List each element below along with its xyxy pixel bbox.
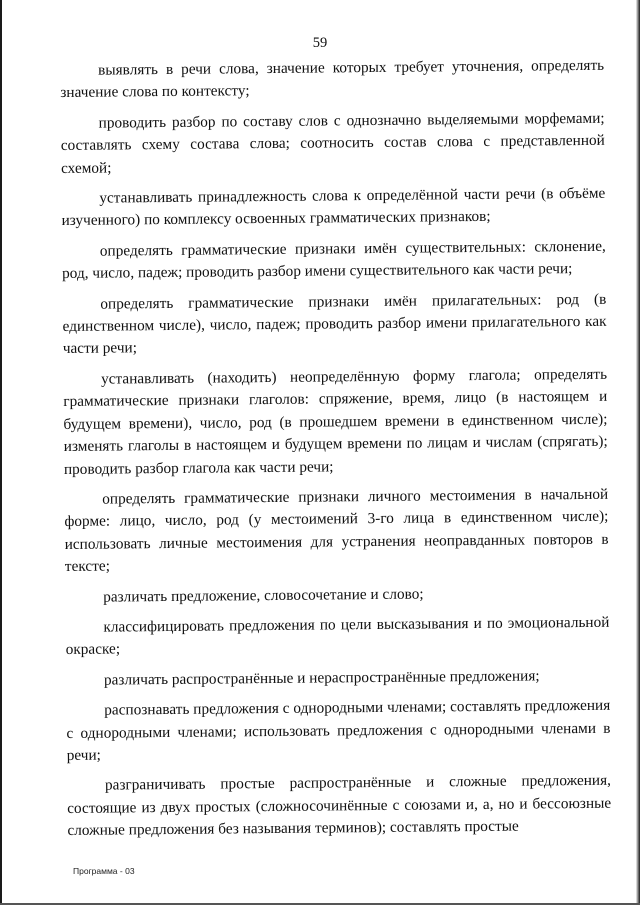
scan-edge-right [636, 0, 640, 905]
paragraph-4: определять грамматические признаки имён существительных: склонение, род, число, падеж; проводить разбор имени существительного как части речи; [61, 237, 606, 283]
footer-label: Программа - 03 [73, 866, 135, 876]
paragraph-6: устанавливать (находить) неопределённую форму глагола; определять грамматические признаки глаголов: спряжение, время, лицо (в настоящем и будущем времени), число, род (в прошедшем времени в единственном числе); изменять глаголы в настоящем и будущем времени по лицам и числам (спрягать); проводить разбор глагола как части речи; [63, 365, 608, 478]
paragraph-9: классифицировать предложения по цели высказывания и по эмоциональной окраске; [65, 613, 610, 659]
paragraph-2: проводить разбор по составу слов с однозначно выделяемыми морфемами; составлять схему состава слова; соотносить состав слова с представленной схемой; [60, 109, 605, 177]
paragraph-11: распознавать предложения с однородными членами; составлять предложения с однородными членами; использовать предложения с однородными членами в речи; [66, 696, 611, 764]
page-number: 59 [312, 35, 328, 51]
paragraph-8: различать предложение, словосочетание и слово; [103, 585, 424, 606]
paragraph-7: определять грамматические признаки личного местоимения в начальной форме: лицо, число, род (у местоимений 3-го лица в единственном числе); использовать личные местоимения для устранения неоправданных повторов в тексте; [64, 485, 609, 576]
document-body [60, 55, 612, 851]
paragraph-12: разграничивать простые распространённые и сложные предложения, состоящие из двух простых (сложносочинённые с союзами и, а, но и бессоюзные сложные предложения без называния терминов); составлять простые [67, 772, 612, 840]
paragraph-10: различать распространённые и нераспространённые предложения; [103, 667, 540, 689]
paragraph-5: определять грамматические признаки имён прилагательных: род (в единственном числе), число, падеж; проводить разбор имени прилагательного как части речи; [62, 290, 607, 358]
scan-edge-left [0, 0, 2, 905]
paragraph-1: выявлять в речи слова, значение которых требует уточнения, определять значение слова по контексту; [60, 56, 605, 102]
paragraph-3: устанавливать принадлежность слова к определённой части речи (в объёме изученного) по комплексу освоенных грамматических признаков; [61, 184, 606, 230]
